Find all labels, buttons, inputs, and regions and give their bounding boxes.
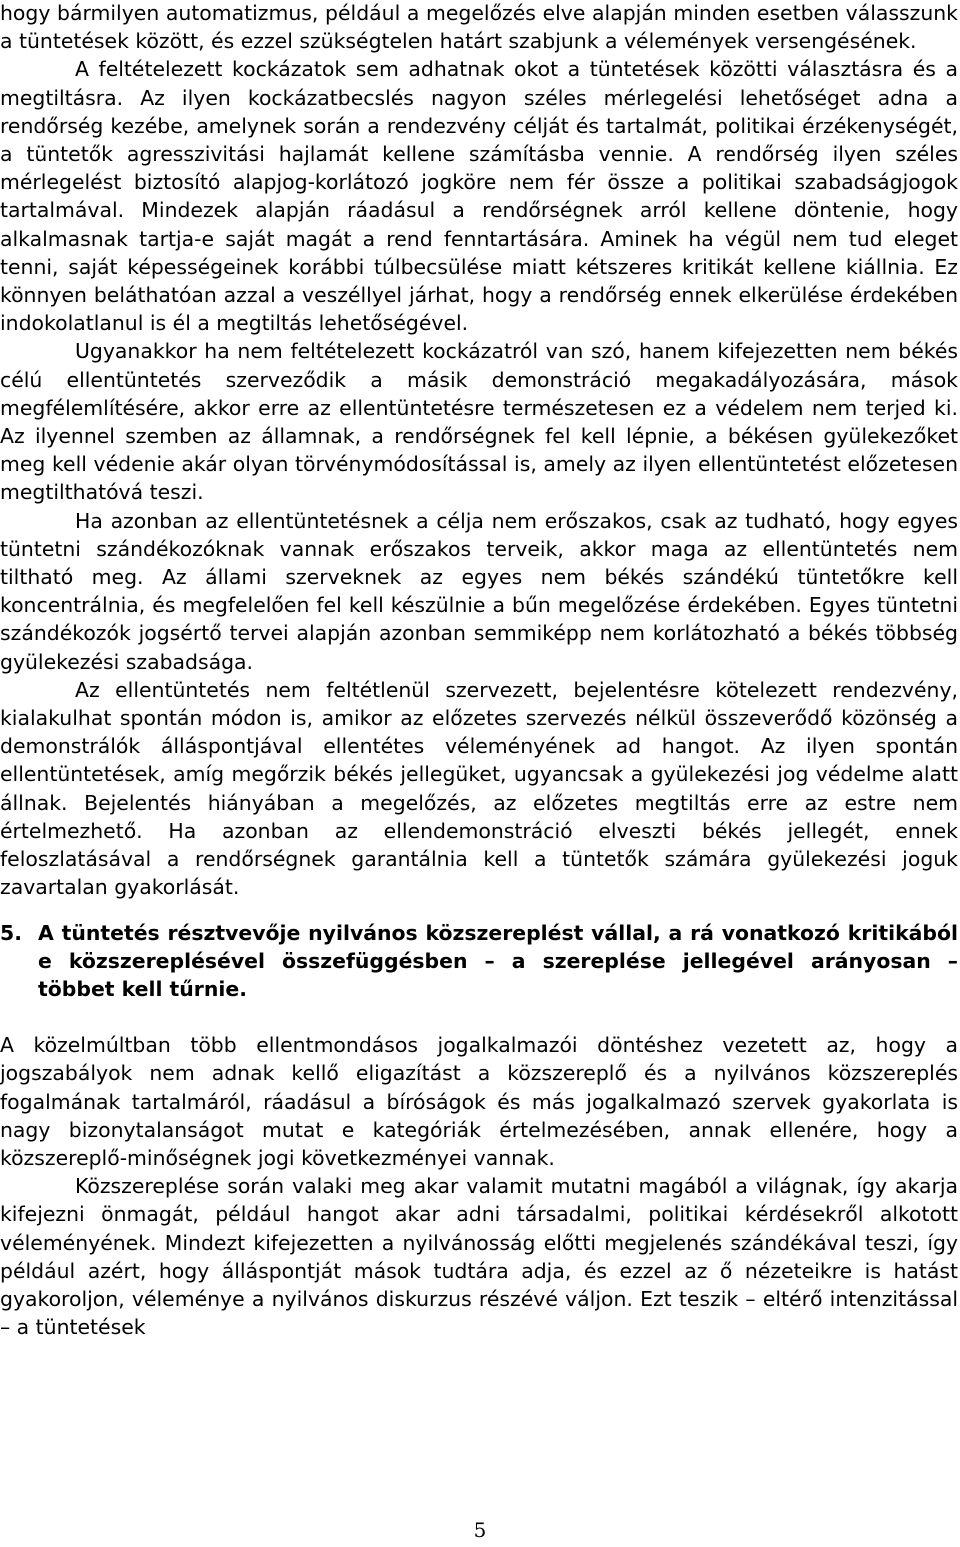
paragraph-5: Az ellentüntetés nem feltétlenül szervezett, bejelentésre kötelezett rendezvény, kialakulhat spontán módon is, amikor az előzetes szervezés nélkül összeverődő közönség a demonstrálók álláspontjával ellentétes véleményének ad hangot. Az ilyen spontán ellentüntetések, amíg megőrzik békés jellegüket, ugyancsak a gyülekezési jog védelme alatt állnak. Bejelentés hiányában a megelőzés, az előzetes megtiltás erre az estre nem értelmezhető. Ha azonban az ellendemonstráció elveszti békés jellegét, ennek feloszlatásával a rendőrségnek garantálnia kell a tüntetők számára gyülekezési joguk zavartalan gyakorlását. <box>0 677 958 900</box>
page-number: 5 <box>473 1518 487 1542</box>
paragraph-4: Ha azonban az ellentüntetésnek a célja nem erőszakos, csak az tudható, hogy egyes tüntetni szándékozóknak vannak erőszakos terveik, akkor maga az ellentüntetés nem tiltható meg. Az állami szerveknek az egyes nem békés szándékú tüntetőkre kell koncentrálnia, és megfelelően fel kell készülnie a bűn megelőzése érdekében. Egyes tüntetni szándékozók jogsértő tervei alapján azonban semmiképp nem korlátozható a békés többség gyülekezési szabadsága. <box>0 508 958 674</box>
section-heading-number: 5. <box>0 920 22 945</box>
paragraph-6: A közelmúltban több ellentmondásos jogalkalmazói döntéshez vezetett az, hogy a jogszabályok nem adnak kellő eligazítást a közszereplő és a nyilvános közszereplés fogalmának tartalmáról, ráadásul a bíróságok és más jogalkalmazó szervek gyakorlata is nagy bizonytalanságot mutat e kategóriák értelmezésében, annak ellenére, hogy a közszereplő-minőségnek jogi következményei vannak. <box>0 1033 958 1170</box>
paragraph-7: Közszereplése során valaki meg akar valamit mutatni magából a világnak, így akarja kifejezni önmagát, például hangot akar adni társadalmi, politikai kérdésekről alkotott véleményének. Mindezt kifejezetten a nyilvánosság előtti megjelenés szándékával teszi, így például azért, hogy álláspontját mások tudtára adja, és ezzel az ő nézeteikre is hatást gyakoroljon, véleménye a nyilvános diskurzus részévé váljon. Ezt teszik – eltérő intenzitással – a tüntetések <box>0 1174 958 1340</box>
section-heading <box>0 919 958 1004</box>
paragraph-3: Ugyanakkor ha nem feltételezett kockázatról van szó, hanem kifejezetten nem békés célú ellentüntetés szerveződik a másik demonstráció megakadályozására, mások megfélemlítésére, akkor erre az ellentüntetésre természetesen ez a védelem nem terjed ki. Az ilyennel szemben az államnak, a rendőrségnek fel kell lépnie, a békésen gyülekezőket meg kell védenie akár olyan törvénymódosítással is, amely az ilyen ellentüntetést előzetesen megtilthatóvá teszi. <box>0 339 958 505</box>
paragraph-1: hogy bármilyen automatizmus, például a megelőzés elve alapján minden esetben válasszunk a tüntetések között, és ezzel szükségtelen határt szabjunk a vélemények versengésének. <box>0 1 958 54</box>
paragraph-2: A feltételezett kockázatok sem adhatnak okot a tüntetések közötti választásra és a megtiltásra. Az ilyen kockázatbecslés nagyon széles mérlegelési lehetőséget adna a rendőrség kezébe, amelynek során a rendezvény célját és tartalmát, politikai érzékenységét, a tüntetők agresszivitási hajlamát kellene számításba vennie. A rendőrség ilyen széles mérlegelést biztosító alapjog-korlátozó jogköre nem fér össze a politikai szabadságjogok tartalmával. Mindezek alapján ráadásul a rendőrségnek arról kellene döntenie, hogy alkalmasnak tartja-e saját magát a rend fenntartására. Aminek ha végül nem tud eleget tenni, saját képességeinek korábbi túlbecsülése miatt kétszeres kritikát kellene kiállnia. Ez könnyen beláthatóan azzal a veszéllyel járhat, hogy a rendőrség ennek elkerülése érdekében indokolatlanul is él a megtiltás lehetőségével. <box>0 57 958 336</box>
section-heading-text: A tüntetés résztvevője nyilvános közszereplést vállal, a rá vonatkozó kritikából e közszereplésével összefüggésben – a szereplése jellegével arányosan – többet kell tűrnie. <box>38 920 958 1001</box>
